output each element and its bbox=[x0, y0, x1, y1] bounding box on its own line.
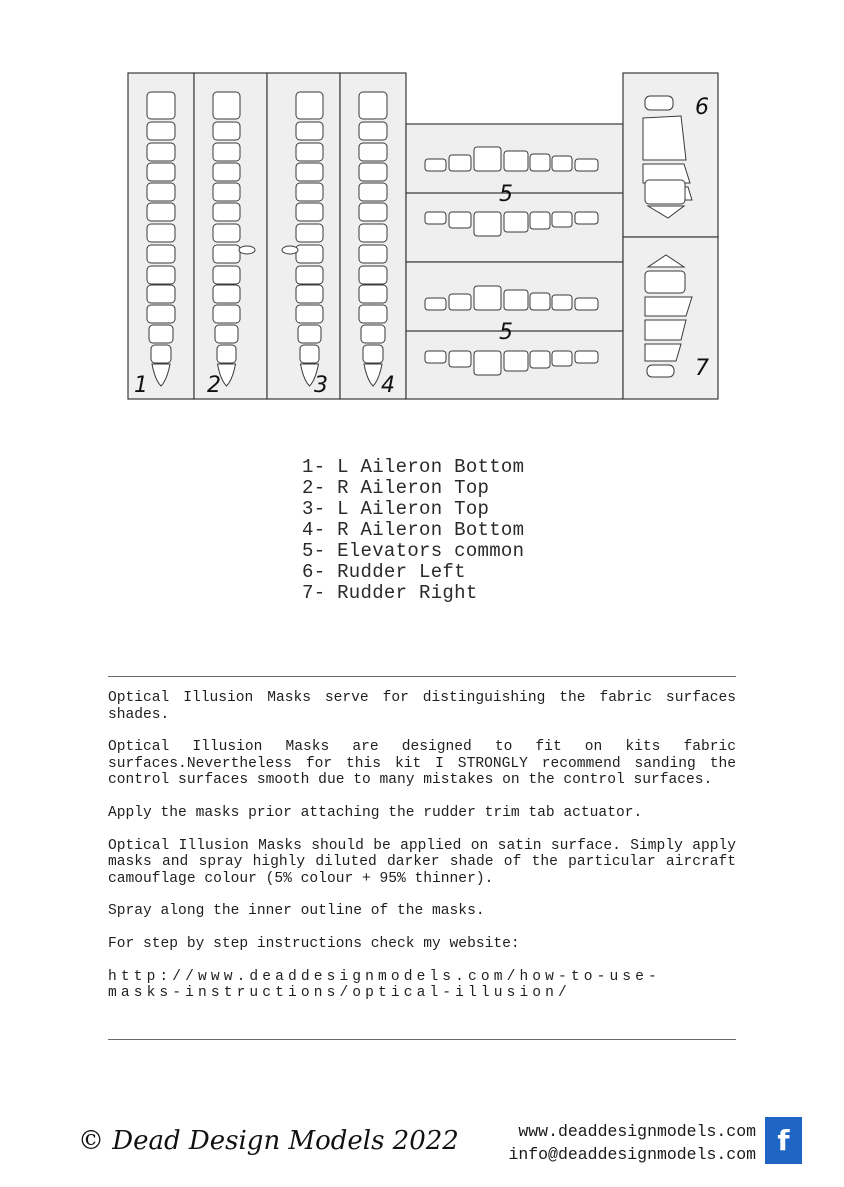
mask-shape bbox=[296, 266, 323, 284]
mask-shape bbox=[296, 285, 323, 303]
mask-shape bbox=[474, 286, 501, 310]
mask-shape bbox=[552, 156, 572, 171]
website-link[interactable]: www.deaddesignmodels.com bbox=[518, 1122, 756, 1141]
mask-shape bbox=[147, 163, 175, 181]
mask-shape bbox=[359, 266, 387, 284]
mask-shape bbox=[239, 246, 255, 254]
mask-shape bbox=[296, 143, 323, 161]
mask-diagram bbox=[0, 0, 844, 420]
panel-label-1: 1 bbox=[134, 373, 148, 398]
mask-shape bbox=[213, 92, 240, 119]
mask-shape bbox=[147, 266, 175, 284]
mask-shape bbox=[296, 305, 323, 323]
panel-label-5-b: 5 bbox=[499, 320, 513, 345]
mask-shape bbox=[474, 212, 501, 236]
mask-shape bbox=[147, 122, 175, 140]
mask-shape bbox=[647, 365, 674, 377]
mask-shape bbox=[645, 320, 686, 340]
mask-shape bbox=[147, 143, 175, 161]
mask-shape bbox=[530, 212, 550, 229]
divider-bottom bbox=[108, 1039, 736, 1040]
mask-shape bbox=[530, 293, 550, 310]
mask-shape bbox=[359, 305, 387, 323]
instructions-url-link[interactable]: http://www.deaddesignmodels.com/how-to-use-masks-instructions/optical-illusion/ bbox=[108, 968, 661, 1002]
mask-shape bbox=[361, 325, 385, 343]
mask-shape bbox=[575, 351, 598, 363]
instruction-paragraph: For step by step instructions check my website: bbox=[108, 935, 520, 952]
legend-item: 6- Rudder Left bbox=[302, 561, 466, 583]
legend-item: 4- R Aileron Bottom bbox=[302, 519, 525, 541]
legend-item: 5- Elevators common bbox=[302, 540, 525, 562]
instruction-paragraph: Apply the masks prior attaching the rudder trim tab actuator. bbox=[108, 804, 643, 821]
mask-shape bbox=[147, 305, 175, 323]
legend-item: 1- L Aileron Bottom bbox=[302, 456, 525, 478]
mask-shape bbox=[359, 163, 387, 181]
mask-shape bbox=[643, 116, 686, 160]
mask-shape bbox=[213, 224, 240, 242]
mask-shape bbox=[147, 183, 175, 201]
mask-shape bbox=[645, 271, 685, 293]
mask-shape bbox=[504, 151, 528, 171]
mask-shape bbox=[645, 297, 692, 316]
facebook-icon[interactable]: f bbox=[765, 1117, 802, 1164]
mask-shape bbox=[213, 163, 240, 181]
mask-shape bbox=[363, 345, 383, 363]
mask-shape bbox=[213, 245, 240, 263]
mask-shape bbox=[530, 154, 550, 171]
mask-shape bbox=[296, 224, 323, 242]
mask-shape bbox=[449, 212, 471, 228]
mask-shape bbox=[552, 295, 572, 310]
mask-shape bbox=[296, 122, 323, 140]
mask-shape bbox=[552, 212, 572, 227]
mask-shape bbox=[296, 203, 323, 221]
mask-shape bbox=[296, 183, 323, 201]
legend-item: 2- R Aileron Top bbox=[302, 477, 490, 499]
panel-label-6: 6 bbox=[695, 95, 709, 120]
copyright-text: © Dead Design Models 2022 bbox=[78, 1126, 459, 1156]
mask-shape bbox=[296, 92, 323, 119]
instruction-paragraph: Optical Illusion Masks are designed to fit on kits fabric surfaces.Nevertheless for this kit I STRONGLY recommend sanding the control surfaces smooth due to many mistakes on the control surfaces. bbox=[108, 739, 736, 789]
mask-shape bbox=[645, 344, 681, 361]
mask-shape bbox=[217, 345, 236, 363]
panel-label-4: 4 bbox=[381, 373, 395, 398]
mask-shape bbox=[425, 212, 446, 224]
mask-shape bbox=[474, 351, 501, 375]
mask-shape bbox=[213, 266, 240, 284]
mask-shape bbox=[575, 212, 598, 224]
mask-shape bbox=[359, 203, 387, 221]
email-link[interactable]: info@deaddesignmodels.com bbox=[508, 1145, 756, 1164]
divider-top bbox=[108, 676, 736, 677]
mask-shape bbox=[147, 245, 175, 263]
mask-shape bbox=[149, 325, 173, 343]
mask-shape bbox=[425, 298, 446, 310]
mask-shape bbox=[213, 143, 240, 161]
mask-shape bbox=[298, 325, 321, 343]
mask-legend bbox=[302, 457, 524, 604]
mask-shape bbox=[359, 92, 387, 119]
instructions-text bbox=[108, 690, 736, 1018]
panel-label-2: 2 bbox=[207, 373, 221, 398]
instruction-paragraph: Optical Illusion Masks serve for distinguishing the fabric surfaces shades. bbox=[108, 690, 736, 723]
mask-shape bbox=[359, 245, 387, 263]
panel-label-5-a: 5 bbox=[499, 182, 513, 207]
mask-shape bbox=[300, 345, 319, 363]
mask-shape bbox=[296, 163, 323, 181]
mask-shape bbox=[425, 351, 446, 363]
instruction-paragraph: Optical Illusion Masks should be applied on satin surface. Simply apply masks and spray highly diluted darker shade of the particular aircraft camouflage colour (5% colour + 95% thinner). bbox=[108, 837, 736, 887]
mask-shape bbox=[575, 159, 598, 171]
contact-info bbox=[508, 1120, 756, 1166]
legend-item: 3- L Aileron Top bbox=[302, 498, 490, 520]
mask-shape bbox=[359, 122, 387, 140]
mask-shape bbox=[530, 351, 550, 368]
mask-shape bbox=[213, 122, 240, 140]
mask-shape bbox=[151, 345, 171, 363]
mask-shape bbox=[147, 224, 175, 242]
mask-shape bbox=[474, 147, 501, 171]
mask-shape bbox=[359, 285, 387, 303]
legend-item: 7- Rudder Right bbox=[302, 582, 478, 604]
mask-shape bbox=[552, 351, 572, 366]
mask-shape bbox=[213, 305, 240, 323]
mask-shape bbox=[425, 159, 446, 171]
panel-label-3: 3 bbox=[314, 373, 328, 398]
mask-shape bbox=[449, 294, 471, 310]
mask-shape bbox=[282, 246, 298, 254]
mask-shape bbox=[504, 351, 528, 371]
mask-shape bbox=[147, 92, 175, 119]
mask-shape bbox=[359, 224, 387, 242]
mask-shape bbox=[645, 180, 685, 204]
instruction-paragraph: Spray along the inner outline of the masks. bbox=[108, 903, 485, 920]
mask-shape bbox=[213, 183, 240, 201]
mask-shape bbox=[359, 183, 387, 201]
mask-shape bbox=[213, 285, 240, 303]
mask-shape bbox=[504, 290, 528, 310]
mask-shape bbox=[449, 351, 471, 367]
mask-shape bbox=[645, 96, 673, 110]
mask-shape bbox=[213, 203, 240, 221]
mask-shape bbox=[359, 143, 387, 161]
mask-shape bbox=[575, 298, 598, 310]
mask-shape bbox=[449, 155, 471, 171]
mask-shape bbox=[147, 285, 175, 303]
panel-label-7: 7 bbox=[695, 356, 709, 381]
mask-shape bbox=[147, 203, 175, 221]
mask-shape bbox=[504, 212, 528, 232]
mask-shape bbox=[215, 325, 238, 343]
mask-shape bbox=[296, 245, 323, 263]
